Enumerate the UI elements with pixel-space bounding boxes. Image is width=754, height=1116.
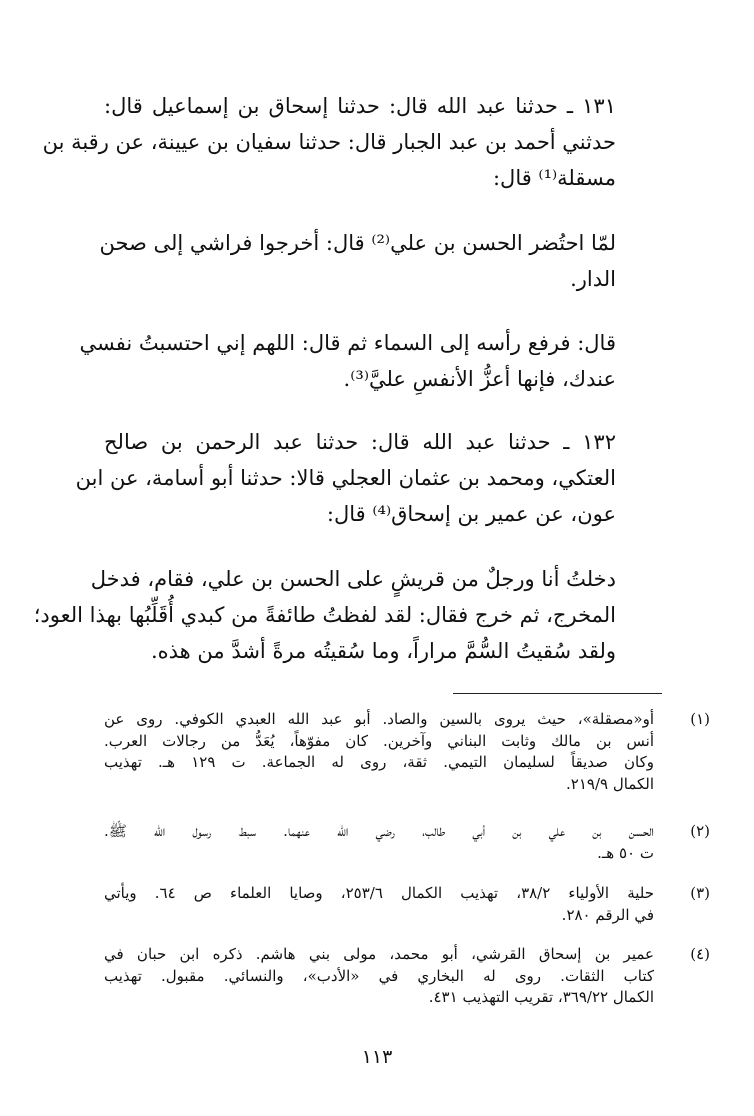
text-line: عندك، فإنها أعزُّ الأنفسِ عليَّ⁽³⁾. xyxy=(343,367,616,391)
paragraph-hadith-131 xyxy=(42,88,616,196)
text-line: ١٣١ ـ حدثنا عبد الله قال: حدثنا إسحاق بن إسماعيل قال: xyxy=(104,94,616,118)
footnote-body xyxy=(104,709,654,795)
footnote-4 xyxy=(104,944,710,1009)
text-line: ١٣٢ ـ حدثنا عبد الله قال: حدثنا عبد الرحمن بن صالح xyxy=(104,430,616,454)
text-line: قال: فرفع رأسه إلى السماء ثم قال: اللهم إني احتسبتُ نفسي xyxy=(79,331,616,355)
text-line: المخرج، ثم خرج فقال: لقد لفظتُ طائفةً من كبدي أُقَلِّبُها بهذا العود؛ xyxy=(33,603,616,627)
footnote-number: (٤) xyxy=(690,945,710,963)
text-line: دخلتُ أنا ورجلٌ من قريشٍ على الحسن بن علي، فقام، فدخل xyxy=(90,567,616,591)
footnote-line: كتاب الثقات. روى له البخاري في «الأدب»، والنسائي. مقبول. تهذيب xyxy=(104,966,654,985)
footnote-number: (٢) xyxy=(690,822,710,840)
footnote-body xyxy=(104,883,654,926)
footnote-body xyxy=(104,821,654,864)
footnote-line: أو«مصقلة»، حيث يروى بالسين والصاد. أبو عبد الله العبدي الكوفي. روى عن xyxy=(104,710,654,728)
footnote-number: (١) xyxy=(690,710,710,728)
footnote-line: أنس بن مالك وثابت البناني وآخرين. كان مفوّهاً، يُعَدُّ من رجالات العرب. xyxy=(104,731,654,750)
footnote-body xyxy=(104,944,654,1009)
footnote-line: الحسن بن علي بن أبي طالب، رضي الله عنهما. سبط رسول الله ﷺ. xyxy=(104,822,654,840)
footnote-line: عمير بن إسحاق القرشي، أبو محمد، مولى بني هاشم. ذكره ابن حبان في xyxy=(104,945,654,963)
footnote-line: في الرقم ٢٨٠. xyxy=(561,905,654,924)
footnote-line: الكمال ٢١٩/٩. xyxy=(566,774,654,793)
footnote-3 xyxy=(104,883,710,926)
paragraph-narration-3 xyxy=(33,561,616,669)
page-number: ١١٣ xyxy=(361,1046,393,1068)
text-line: لمّا احتُضر الحسن بن علي⁽²⁾ قال: أخرجوا فراشي إلى صحن xyxy=(99,231,616,255)
footnote-line: حلية الأولياء ٣٨/٢، تهذيب الكمال ٢٥٣/٦، وصايا العلماء ص ٦٤. ويأتي xyxy=(104,884,654,902)
text-line: ولقد سُقيتُ السُّمَّ مراراً، وما سُقيتُه مرةً أشدَّ من هذه. xyxy=(150,639,616,663)
footnote-divider xyxy=(453,693,662,694)
footnote-1 xyxy=(104,709,710,795)
footnote-line: ت ٥٠ هـ. xyxy=(597,843,654,862)
text-line: العتكي، ومحمد بن عثمان العجلي قالا: حدثنا أبو أسامة، عن ابن xyxy=(75,466,616,490)
text-line: مسقلة⁽¹⁾ قال: xyxy=(492,166,616,190)
text-line: الدار. xyxy=(570,267,616,291)
paragraph-narration-2 xyxy=(79,325,616,397)
paragraph-hadith-132 xyxy=(75,424,616,532)
footnote-line: وكان صديقاً لسليمان التيمي. ثقة، روى له الجماعة. ت ١٢٩ هـ. تهذيب xyxy=(104,753,654,771)
footnote-2 xyxy=(104,821,710,864)
footnote-line: الكمال ٣٦٩/٢٢، تقريب التهذيب ٤٣١. xyxy=(428,988,654,1006)
text-line: حدثني أحمد بن عبد الجبار قال: حدثنا سفيان بن عيينة، عن رقبة بن xyxy=(42,130,616,154)
text-line: عون، عن عمير بن إسحاق⁽⁴⁾ قال: xyxy=(326,502,616,526)
footnote-number: (٣) xyxy=(690,884,710,902)
paragraph-narration-1 xyxy=(99,225,616,297)
